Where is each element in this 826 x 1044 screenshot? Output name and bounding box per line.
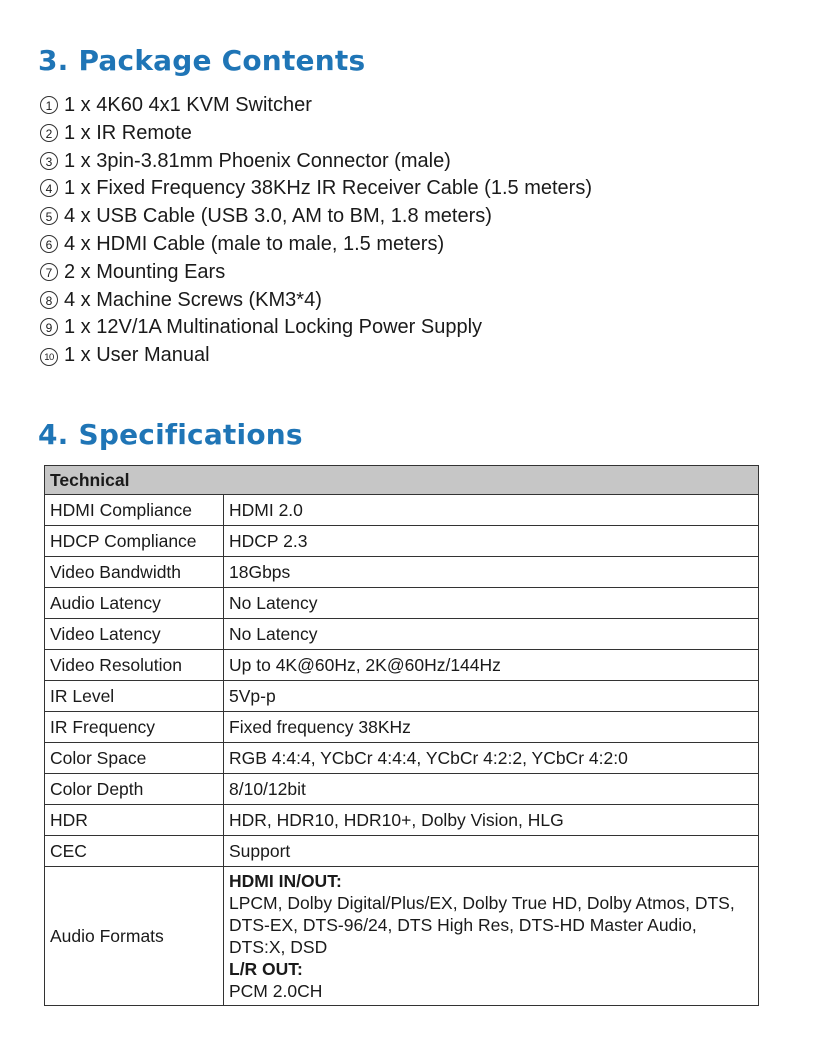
circled-number: 8 (40, 291, 58, 309)
list-item (40, 203, 592, 231)
spec-value: HDR, HDR10, HDR10+, Dolby Vision, HLG (224, 805, 759, 836)
spec-label: Audio Latency (45, 588, 224, 619)
circled-number: 5 (40, 207, 58, 225)
circled-number: 4 (40, 179, 58, 197)
audio-hdmi-text: LPCM, Dolby Digital/Plus/EX, Dolby True HD, Dolby Atmos, DTS, DTS-EX, DTS-96/24, DTS High Res, DTS-HD Master Audio, DTS:X, DSD (229, 893, 735, 957)
spec-value: Fixed frequency 38KHz (224, 712, 759, 743)
table-row (45, 681, 759, 712)
audio-lr-text: PCM 2.0CH (229, 981, 323, 1001)
circled-number: 3 (40, 152, 58, 170)
list-item (40, 175, 592, 203)
table-header-cell: Technical (45, 466, 759, 495)
table-row (45, 867, 759, 1006)
table-row (45, 619, 759, 650)
spec-label: HDR (45, 805, 224, 836)
audio-hdmi-title: HDMI IN/OUT: (229, 871, 342, 891)
list-item (40, 314, 592, 342)
table-row (45, 495, 759, 526)
table-row (45, 805, 759, 836)
circled-number: 6 (40, 235, 58, 253)
list-item (40, 259, 592, 287)
list-item-text: 1 x 3pin-3.81mm Phoenix Connector (male) (64, 149, 451, 172)
spec-label: Audio Formats (45, 867, 224, 1006)
list-item-text: 1 x Fixed Frequency 38KHz IR Receiver Cable (1.5 meters) (64, 177, 592, 200)
spec-label: Color Depth (45, 774, 224, 805)
table-row (45, 712, 759, 743)
table-row (45, 836, 759, 867)
table-row (45, 557, 759, 588)
spec-label: Video Bandwidth (45, 557, 224, 588)
table-row (45, 774, 759, 805)
audio-lr-title: L/R OUT: (229, 959, 303, 979)
list-item (40, 287, 592, 315)
spec-label: Video Latency (45, 619, 224, 650)
spec-label: CEC (45, 836, 224, 867)
specifications-heading: 4. Specifications (38, 418, 303, 451)
list-item-text: 1 x 4K60 4x1 KVM Switcher (64, 94, 312, 116)
list-item-text: 4 x HDMI Cable (male to male, 1.5 meters) (64, 232, 445, 255)
spec-label: HDMI Compliance (45, 495, 224, 526)
spec-label: Video Resolution (45, 650, 224, 681)
list-item (40, 120, 592, 148)
circled-number: 7 (40, 263, 58, 281)
spec-value (224, 867, 759, 1006)
spec-label: IR Level (45, 681, 224, 712)
circled-number: 9 (40, 318, 58, 336)
spec-value: Support (224, 836, 759, 867)
specifications-table (44, 465, 759, 1006)
list-item (40, 231, 592, 259)
list-item-text: 1 x 12V/1A Multinational Locking Power Supply (64, 316, 483, 339)
table-header-row (45, 466, 759, 495)
spec-value: 18Gbps (224, 557, 759, 588)
spec-value: 8/10/12bit (224, 774, 759, 805)
list-item (40, 148, 592, 176)
list-item (40, 342, 592, 370)
spec-value: Up to 4K@60Hz, 2K@60Hz/144Hz (224, 650, 759, 681)
list-item-text: 4 x USB Cable (USB 3.0, AM to BM, 1.8 meters) (64, 205, 492, 228)
spec-value: No Latency (224, 588, 759, 619)
circled-number: 2 (40, 124, 58, 142)
spec-label: HDCP Compliance (45, 526, 224, 557)
spec-value: HDCP 2.3 (224, 526, 759, 557)
table-row (45, 526, 759, 557)
spec-value: 5Vp-p (224, 681, 759, 712)
circled-number: 1 (40, 96, 58, 114)
table-row (45, 588, 759, 619)
package-contents-list (40, 92, 592, 370)
circled-number: 10 (40, 348, 58, 366)
spec-value: No Latency (224, 619, 759, 650)
list-item-text: 2 x Mounting Ears (64, 260, 226, 283)
table-row (45, 650, 759, 681)
spec-value: RGB 4:4:4, YCbCr 4:4:4, YCbCr 4:2:2, YCbCr 4:2:0 (224, 743, 759, 774)
spec-value: HDMI 2.0 (224, 495, 759, 526)
package-contents-heading: 3. Package Contents (38, 44, 366, 77)
list-item-text: 4 x Machine Screws (KM3*4) (64, 288, 322, 311)
list-item (40, 92, 592, 120)
spec-label: Color Space (45, 743, 224, 774)
table-row (45, 743, 759, 774)
list-item-text: 1 x IR Remote (64, 121, 192, 144)
spec-label: IR Frequency (45, 712, 224, 743)
list-item-text: 1 x User Manual (64, 344, 210, 367)
